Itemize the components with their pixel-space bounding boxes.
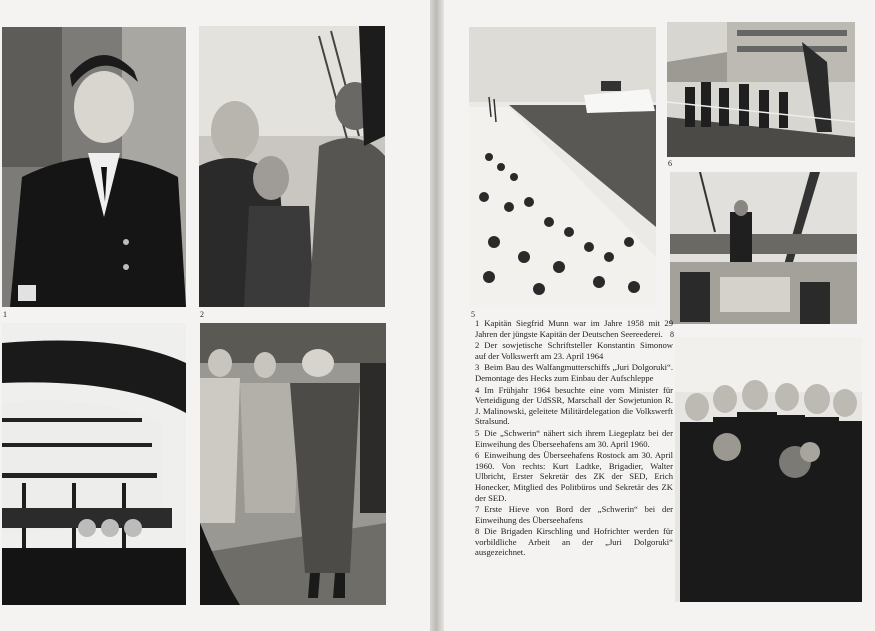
photo-6-harbour-inauguration [667, 22, 855, 157]
photo-8-brigades-honoured [675, 337, 862, 602]
book-gutter [430, 0, 444, 631]
photo-5-schwerin-berth [469, 27, 656, 307]
photo-number-8: 8 [670, 330, 674, 339]
caption-8: 8 Die Brigaden Kirschling und Hofrichter werden für vorbildliche Arbeit an der „Juri Dolgoruki“ ausgezeichnet. [475, 526, 673, 558]
photo-3-ship-stern [2, 323, 186, 605]
caption-1: 1 Kapitän Siegfrid Munn war im Jahre 1958 mit 29 Jahren der jüngste Kapitän der Deutschen Seereederei. [475, 318, 673, 339]
photo-number-5: 5 [471, 310, 475, 319]
caption-2: 2 Der sowjetische Schriftsteller Konstantin Simonow auf der Volkswerft am 23. April 1964 [475, 340, 673, 361]
caption-3: 3 Beim Bau des Walfangmutterschiffs „Juri Dolgoruki“. Demontage des Hecks zum Einbau der Aufschleppe [475, 362, 673, 383]
photo-captions [475, 318, 673, 559]
photo-1-captain-portrait [2, 27, 186, 307]
photo-2-simonow [199, 26, 385, 307]
caption-4: 4 Im Frühjahr 1964 besuchte eine vom Minister für Verteidigung der UdSSR, Marschall der Sowjetunion R. J. Malinowski, geleitete Militärdelegation die Volkswerft Stralsund. [475, 384, 673, 427]
photo-number-6: 6 [668, 159, 672, 168]
photo-7-first-hoist [670, 172, 857, 324]
photo-number-1: 1 [3, 310, 7, 319]
caption-7: 7 Erste Hieve von Bord der „Schwerin“ bei der Einweihung des Überseehafens [475, 504, 673, 525]
caption-6: 6 Einweihung des Überseehafens Rostock am 30. April 1960. Von rechts: Kurt Ladtke, Brigadier, Walter Ulbricht, Erster Sekretär des ZK der SED, Erich Honecker, Mitglied des Politbüros und Sekretär des ZK der SED. [475, 450, 673, 503]
caption-5: 5 Die „Schwerin“ nähert sich ihrem Liegeplatz bei der Einweihung des Überseehafens am 30. April 1960. [475, 427, 673, 449]
photo-number-2: 2 [200, 310, 204, 319]
photo-4-military-delegation [200, 323, 386, 605]
